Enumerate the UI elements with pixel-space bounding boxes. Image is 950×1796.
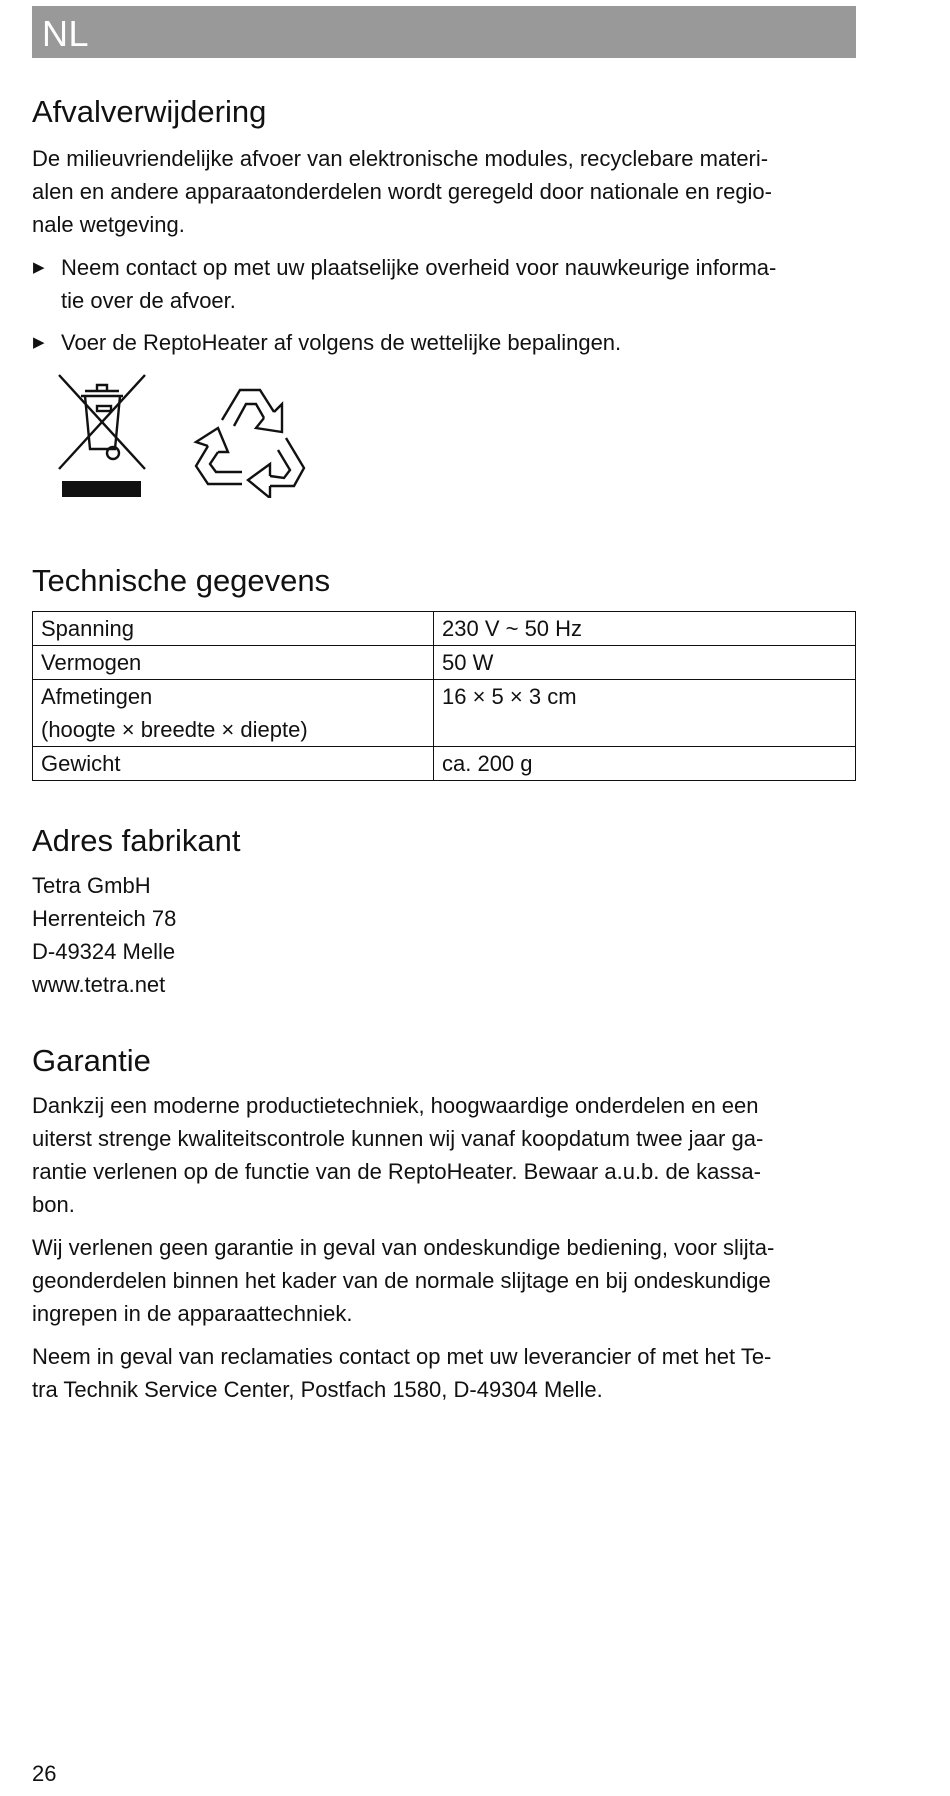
recycling-arrows-icon bbox=[182, 376, 312, 498]
warranty-title: Garantie bbox=[32, 1043, 151, 1078]
text-line: De milieuvriendelijke afvoer van elektronische modules, recyclebare materi- bbox=[32, 146, 769, 171]
text-line: uiterst strenge kwaliteitscontrole kunnen wij vanaf koopdatum twee jaar ga- bbox=[32, 1126, 764, 1151]
spec-label-cell bbox=[33, 680, 434, 747]
crossed-out-wheelie-bin-icon bbox=[57, 373, 147, 497]
bullet-item bbox=[32, 326, 856, 359]
text-line: tra Technik Service Center, Postfach 1580, D-49304 Melle. bbox=[32, 1377, 603, 1402]
table-row bbox=[33, 747, 856, 781]
manufacturer-section bbox=[32, 821, 856, 1001]
address-line: Herrenteich 78 bbox=[32, 906, 177, 931]
spec-label: Vermogen bbox=[33, 646, 434, 680]
text-line: Voer de ReptoHeater af volgens de wettelijke bepalingen. bbox=[61, 330, 622, 355]
text-line: tie over de afvoer. bbox=[61, 288, 236, 313]
text-line: bon. bbox=[32, 1192, 75, 1217]
disposal-section bbox=[32, 92, 856, 509]
disposal-intro bbox=[32, 142, 856, 241]
triangle-right-icon: ▶ bbox=[33, 334, 45, 351]
page-number: 26 bbox=[32, 1761, 57, 1786]
text-line: Dankzij een moderne productietechniek, hoogwaardige onderdelen en een bbox=[32, 1093, 759, 1118]
website-link[interactable]: www.tetra.net bbox=[32, 972, 166, 997]
spec-label: Afmetingen bbox=[41, 684, 153, 709]
spec-value: 50 W bbox=[434, 646, 856, 680]
language-header-bar bbox=[32, 6, 856, 58]
table-row bbox=[33, 612, 856, 646]
spec-value: 16 × 5 × 3 cm bbox=[434, 680, 856, 747]
address-line: D-49324 Melle bbox=[32, 939, 176, 964]
triangle-right-icon: ▶ bbox=[33, 259, 45, 276]
spec-label-sub: (hoogte × breedte × diepte) bbox=[41, 717, 308, 742]
warranty-paragraph bbox=[32, 1089, 856, 1221]
warranty-section bbox=[32, 1041, 856, 1406]
page-content bbox=[32, 92, 856, 1416]
technical-data-table bbox=[32, 611, 856, 781]
warranty-paragraph bbox=[32, 1231, 856, 1330]
disposal-symbols bbox=[32, 373, 856, 509]
text-line: geonderdelen binnen het kader van de normale slijtage en bij ondeskundige bbox=[32, 1268, 771, 1293]
address-line: Tetra GmbH bbox=[32, 873, 151, 898]
text-line: alen en andere apparaatonderdelen wordt geregeld door nationale en regio- bbox=[32, 179, 772, 204]
disposal-title: Afvalverwijdering bbox=[32, 94, 267, 129]
table-row bbox=[33, 646, 856, 680]
text-line: nale wetgeving. bbox=[32, 212, 185, 237]
table-row bbox=[33, 680, 856, 747]
warranty-paragraph bbox=[32, 1340, 856, 1406]
text-line: Neem in geval van reclamaties contact op met uw leverancier of met het Te- bbox=[32, 1344, 772, 1369]
technical-data-title: Technische gegevens bbox=[32, 563, 331, 598]
spec-value: ca. 200 g bbox=[434, 747, 856, 781]
manufacturer-title: Adres fabrikant bbox=[32, 823, 241, 858]
text-line: Neem contact op met uw plaatselijke overheid voor nauwkeurige informa- bbox=[61, 255, 777, 280]
spec-label: Gewicht bbox=[33, 747, 434, 781]
spec-label: Spanning bbox=[33, 612, 434, 646]
text-line: Wij verlenen geen garantie in geval van ondeskundige bediening, voor slijta- bbox=[32, 1235, 775, 1260]
spec-value: 230 V ~ 50 Hz bbox=[434, 612, 856, 646]
technical-data-section bbox=[32, 561, 856, 781]
language-code: NL bbox=[42, 13, 90, 54]
bullet-item bbox=[32, 251, 856, 317]
text-line: ingrepen in de apparaattechniek. bbox=[32, 1301, 353, 1326]
text-line: rantie verlenen op de functie van de ReptoHeater. Bewaar a.u.b. de kassa- bbox=[32, 1159, 761, 1184]
